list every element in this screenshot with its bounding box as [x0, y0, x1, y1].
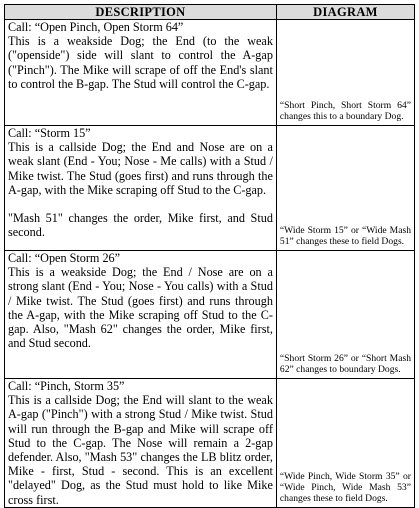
dog-calls-table — [4, 4, 415, 508]
header-row — [5, 5, 415, 20]
diagram-note: “Short Pinch, Short Storm 64” changes this to a boundary Dog. — [276, 20, 414, 126]
table-row — [5, 379, 415, 508]
description-text: This is a weakside Dog; the End / Nose are on a strong slant (End - You; Nose - You calls) with a Stud / Mike twist. The Stud (goes first) and runs through the A-gap, with the Mike scraping off Stud to the C-gap. Also, "Mash 62" changes the order, Mike first, and Stud second. — [8, 265, 273, 351]
diagram-header: DIAGRAM — [276, 5, 414, 20]
description-header: DESCRIPTION — [5, 5, 277, 20]
description-text: This is a callside Dog; the End and Nose are on a weak slant (End - You; Nose - Me calls) with a Stud / Mike twist. The Stud (goes first) and runs through the A-gap, with the Mike scraping off Stud to the C-gap. — [8, 140, 273, 197]
diagram-note: “Wide Pinch, Wide Storm 35” or “Wide Pinch, Wide Mash 53” changes these to field Dogs. — [276, 379, 414, 508]
description-cell — [5, 379, 277, 508]
table-row — [5, 251, 415, 379]
table-row — [5, 20, 415, 126]
description-cell — [5, 20, 277, 126]
description-text: This is a weakside Dog; the End (to the weak ("openside") side will slant to control the A-gap ("Pinch"). The Mike will scrape of off the End's slant to control the B-gap. The Stud will control the C-gap. — [8, 34, 273, 91]
call-text: Call: “Open Pinch, Open Storm 64” — [8, 20, 184, 34]
call-text: Call: “Pinch, Storm 35” — [8, 379, 125, 393]
diagram-note: “Wide Storm 15” or “Wide Mash 51” changes these to field Dogs. — [276, 126, 414, 251]
description-cell — [5, 251, 277, 379]
call-text: Call: “Storm 15” — [8, 126, 91, 140]
call-text: Call: “Open Storm 26” — [8, 251, 121, 265]
diagram-note: “Short Storm 26” or “Short Mash 62” changes to boundary Dogs. — [276, 251, 414, 379]
description-cell — [5, 126, 277, 251]
description-text: This is a callside Dog; the End will slant to the weak A-gap ("Pinch") with a strong Stud / Mike twist. Stud will run through the B-gap and Mike will scrape off Stud to the C-gap. The Nose will remain a 2-gap defender. Also, "Mash 53" changes the LB blitz order, Mike - first, Stud - second. This is an excellent "delayed" Dog, as the Stud must hold to like Mike cross first. — [8, 393, 273, 507]
description-extra-text: "Mash 51" changes the order, Mike first, and Stud second. — [8, 211, 273, 240]
table-row — [5, 126, 415, 251]
